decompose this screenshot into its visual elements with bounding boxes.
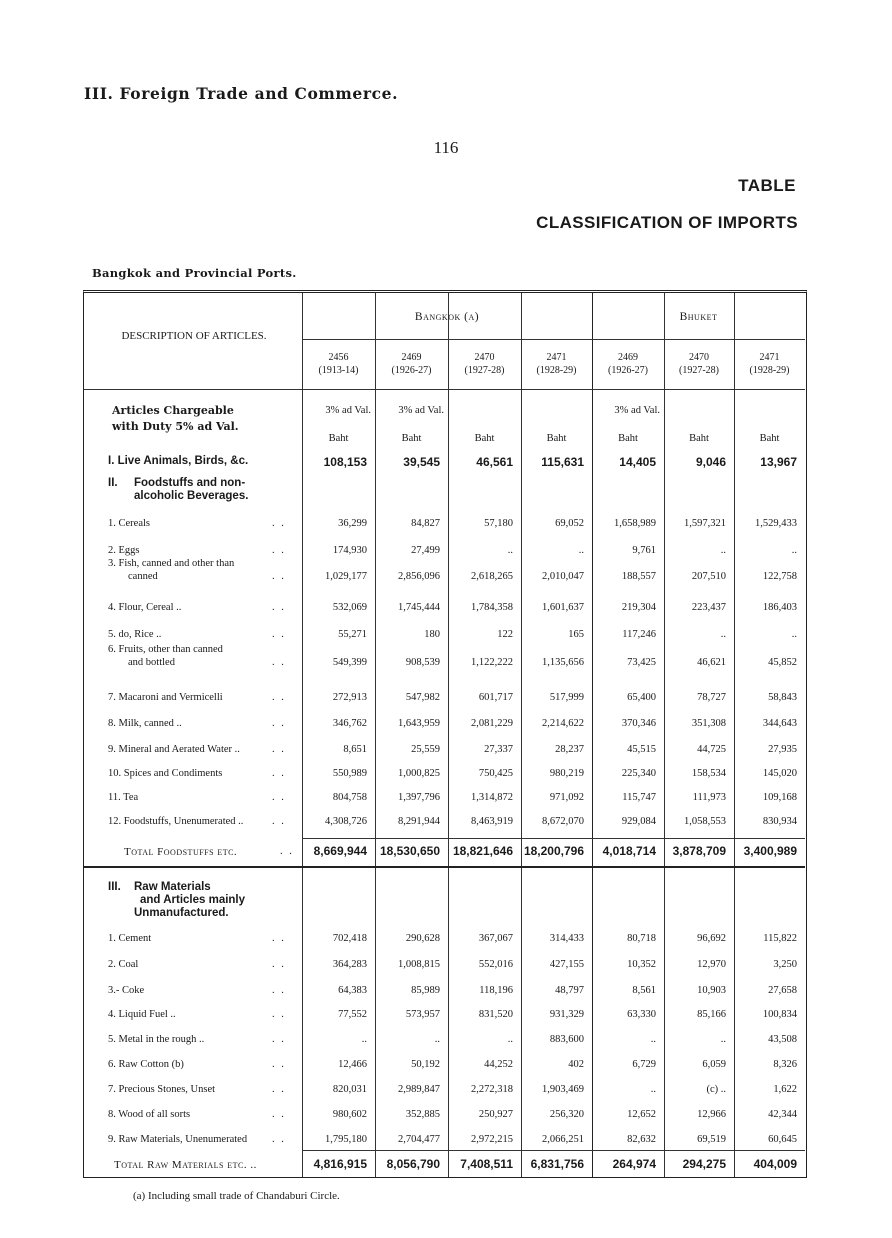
live-animals-value: 39,545 (403, 455, 440, 469)
total-label: Total Raw Materials etc. .. (114, 1159, 257, 1171)
row-value: 45,515 (627, 744, 656, 755)
unit-label: Baht (759, 433, 780, 444)
row-value: .. (361, 1034, 367, 1045)
total-value: 3,400,989 (743, 844, 797, 858)
row-label: 10. Spices and Condiments (108, 768, 223, 779)
column-header-span: (1928-29) (536, 365, 577, 376)
raw-materials-heading: and Articles mainly (140, 894, 246, 906)
column-header-year: 2471 (546, 352, 567, 363)
row-value: 1,784,358 (471, 602, 513, 613)
row-value: 1,903,469 (542, 1084, 584, 1095)
leader-dots: . . (272, 1009, 286, 1020)
row-value: 12,652 (627, 1109, 656, 1120)
leader-dots: . . (272, 959, 286, 970)
row-value: 223,437 (691, 602, 726, 613)
row-value: 85,166 (697, 1009, 726, 1020)
row-value: 10,903 (697, 985, 726, 996)
row-value: 2,704,477 (398, 1134, 440, 1145)
row-value: 980,602 (332, 1109, 367, 1120)
duty-rate: 3% ad Val. (325, 405, 371, 416)
row-value: 25,559 (411, 744, 440, 755)
row-value: 12,966 (697, 1109, 726, 1120)
row-label: 1. Cereals (108, 518, 150, 529)
row-value: 2,272,318 (471, 1084, 513, 1095)
row-value: 427,155 (549, 959, 584, 970)
row-value: 2,010,047 (542, 571, 584, 582)
row-label: 3. Fish, canned and other than (108, 558, 235, 569)
row-value: 122 (497, 629, 513, 640)
row-label: 2. Coal (108, 959, 139, 970)
row-value: .. (578, 545, 584, 556)
row-value: 532,069 (332, 602, 367, 613)
leader-dots: . . (272, 629, 286, 640)
total-value: 264,974 (612, 1157, 656, 1171)
row-value: 27,337 (484, 744, 513, 755)
leader-dots: . . (272, 744, 286, 755)
leader-dots: . . (272, 602, 286, 613)
unit-label: Baht (618, 433, 638, 444)
unit-label: Baht (401, 433, 422, 444)
row-value: 12,970 (697, 959, 726, 970)
group-number: III. (108, 881, 121, 893)
footnote: (a) Including small trade of Chandaburi Circle. (133, 1190, 340, 1202)
row-value: 57,180 (484, 518, 513, 529)
live-animals-value: 14,405 (619, 455, 656, 469)
row-value: 367,067 (478, 933, 513, 944)
total-value: 8,669,944 (313, 844, 367, 858)
row-value: 601,717 (478, 692, 513, 703)
row-value: 573,957 (405, 1009, 440, 1020)
leader-dots: . . (272, 518, 286, 529)
row-value: 1,643,959 (398, 718, 440, 729)
row-value: 80,718 (627, 933, 656, 944)
row-value: 45,852 (768, 657, 797, 668)
row-value: 115,822 (763, 933, 797, 944)
row-value: 290,628 (405, 933, 440, 944)
row-value: 27,499 (411, 545, 440, 556)
leader-dots: . . (272, 657, 286, 668)
row-value: 96,692 (697, 933, 726, 944)
row-value: 100,834 (762, 1009, 797, 1020)
leader-dots: . . (272, 1109, 286, 1120)
row-value: 929,084 (621, 816, 656, 827)
row-value: (c) .. (706, 1084, 726, 1095)
live-animals-label: I. Live Animals, Birds, &c. (108, 455, 249, 467)
row-value: .. (507, 545, 513, 556)
live-animals-value: 9,046 (695, 455, 726, 469)
row-value: 44,725 (697, 744, 726, 755)
row-value: 402 (568, 1059, 584, 1070)
row-value: 46,621 (697, 657, 726, 668)
leader-dots: . . (272, 933, 286, 944)
row-value: 145,020 (762, 768, 797, 779)
row-value: 1,658,989 (614, 518, 656, 529)
column-header-span: (1913-14) (318, 365, 359, 376)
leader-dots: . . (272, 1134, 286, 1145)
row-label: 7. Macaroni and Vermicelli (108, 692, 223, 703)
column-header-span: (1926-27) (608, 365, 648, 376)
total-value: 4,018,714 (602, 844, 656, 858)
row-value: 364,283 (332, 959, 367, 970)
row-value: 9,761 (632, 545, 656, 556)
row-value: 219,304 (621, 602, 656, 613)
bangkok-group-header: Bangkok (a) (414, 311, 480, 323)
leader-dots: . . (272, 1034, 286, 1045)
total-label: Total Foodstuffs etc. (124, 846, 238, 858)
row-value: .. (650, 1084, 656, 1095)
unit-label: Baht (546, 433, 567, 444)
row-value: 165 (568, 629, 584, 640)
total-rule (84, 866, 805, 868)
row-label: 4. Liquid Fuel .. (108, 1009, 176, 1020)
row-label: 3.- Coke (108, 985, 145, 996)
row-value: 883,600 (549, 1034, 584, 1045)
row-value: 2,618,265 (471, 571, 513, 582)
row-value: 549,399 (332, 657, 367, 668)
row-value: 908,539 (405, 657, 440, 668)
row-value: 6,059 (702, 1059, 726, 1070)
live-animals-value: 115,631 (541, 455, 584, 469)
row-value: 82,632 (627, 1134, 656, 1145)
page-number: 116 (433, 138, 459, 157)
total-value: 18,530,650 (379, 844, 440, 858)
row-value: 1,029,177 (325, 571, 367, 582)
row-value: 517,999 (549, 692, 584, 703)
live-animals-value: 13,967 (760, 455, 797, 469)
row-label: 7. Precious Stones, Unset (108, 1084, 216, 1095)
row-value: 1,397,796 (398, 792, 440, 803)
column-header-span: (1926-27) (391, 365, 432, 376)
row-value: .. (791, 545, 797, 556)
row-value: 1,529,433 (755, 518, 797, 529)
row-value: 931,329 (549, 1009, 584, 1020)
section-heading: III. Foreign Trade and Commerce. (84, 84, 399, 103)
row-value: 1,622 (773, 1084, 797, 1095)
row-value: 60,645 (768, 1134, 797, 1145)
leader-dots: . . (272, 792, 286, 803)
imports-table (83, 290, 807, 1178)
row-value: 1,597,321 (684, 518, 726, 529)
row-label: canned (128, 571, 158, 582)
row-label: 5. Metal in the rough .. (108, 1034, 205, 1045)
foodstuffs-heading: Foodstuffs and non- (134, 477, 246, 489)
row-label: 8. Wood of all sorts (108, 1109, 191, 1120)
row-value: 552,016 (478, 959, 513, 970)
row-value: 750,425 (478, 768, 513, 779)
column-header-year: 2469 (401, 352, 422, 363)
column-header-year: 2470 (689, 352, 709, 363)
row-value: 27,658 (768, 985, 797, 996)
unit-label: Baht (328, 433, 349, 444)
row-value: 118,196 (479, 985, 513, 996)
row-value: 1,135,656 (542, 657, 584, 668)
leader-dots: . . (272, 985, 286, 996)
row-value: 8,463,919 (471, 816, 513, 827)
column-header-year: 2470 (474, 352, 495, 363)
row-value: 69,052 (555, 518, 584, 529)
row-value: 8,651 (343, 744, 367, 755)
row-value: 1,000,825 (398, 768, 440, 779)
row-label: 1. Cement (108, 933, 152, 944)
row-value: 804,758 (332, 792, 367, 803)
table-label: TABLE (738, 176, 796, 195)
row-value: 64,383 (338, 985, 367, 996)
row-value: 73,425 (627, 657, 656, 668)
leader-dots: . . (280, 846, 294, 857)
row-value: 77,552 (338, 1009, 367, 1020)
total-value: 4,816,915 (313, 1157, 367, 1171)
row-value: 352,885 (405, 1109, 440, 1120)
row-value: 225,340 (621, 768, 656, 779)
leader-dots: . . (272, 816, 286, 827)
row-value: 702,418 (332, 933, 367, 944)
row-value: 174,930 (332, 545, 367, 556)
row-value: 109,168 (762, 792, 797, 803)
row-value: .. (720, 629, 726, 640)
bhuket-group-header: Bhuket (679, 311, 718, 323)
row-value: 42,344 (768, 1109, 797, 1120)
row-value: 3,250 (773, 959, 797, 970)
column-header-year: 2456 (328, 352, 349, 363)
row-label: 9. Raw Materials, Unenumerated (108, 1134, 248, 1145)
row-value: .. (650, 1034, 656, 1045)
row-label: and bottled (128, 657, 175, 668)
row-value: .. (434, 1034, 440, 1045)
total-value: 18,821,646 (452, 844, 513, 858)
row-value: .. (507, 1034, 513, 1045)
row-value: 1,795,180 (325, 1134, 367, 1145)
row-value: 550,989 (332, 768, 367, 779)
row-value: 1,008,815 (398, 959, 440, 970)
row-value: 4,308,726 (325, 816, 367, 827)
row-value: 346,762 (332, 718, 367, 729)
header-rule (84, 389, 805, 390)
column-header-span: (1928-29) (749, 365, 790, 376)
row-value: .. (720, 1034, 726, 1045)
row-value: 344,643 (762, 718, 797, 729)
total-value: 8,056,790 (386, 1157, 440, 1171)
leader-dots: . . (272, 1059, 286, 1070)
row-value: 250,927 (478, 1109, 513, 1120)
row-label: 2. Eggs (108, 545, 140, 556)
row-value: 8,326 (773, 1059, 797, 1070)
row-value: 85,989 (411, 985, 440, 996)
row-label: 4. Flour, Cereal .. (108, 602, 182, 613)
row-value: 48,797 (555, 985, 584, 996)
row-label: 6. Fruits, other than canned (108, 644, 223, 655)
row-value: .. (791, 629, 797, 640)
total-value: 3,878,709 (672, 844, 726, 858)
row-value: 1,314,872 (471, 792, 513, 803)
leader-dots: . . (272, 571, 286, 582)
raw-materials-heading: Raw Materials (134, 881, 211, 893)
total-value: 6,831,756 (530, 1157, 584, 1171)
row-value: 8,672,070 (542, 816, 584, 827)
total-value: 7,408,511 (460, 1157, 513, 1171)
row-label: 5. do, Rice .. (108, 629, 162, 640)
row-label: 6. Raw Cotton (b) (108, 1059, 184, 1070)
total-value: 404,009 (753, 1157, 797, 1171)
chargeable-title: Articles Chargeable (112, 404, 234, 417)
row-label: 12. Foodstuffs, Unenumerated .. (108, 816, 244, 827)
unit-label: Baht (689, 433, 709, 444)
leader-dots: . . (272, 692, 286, 703)
row-value: 2,066,251 (542, 1134, 584, 1145)
column-header-year: 2471 (759, 352, 780, 363)
row-value: 830,934 (762, 816, 797, 827)
row-label: 9. Mineral and Aerated Water .. (108, 744, 240, 755)
row-value: 1,058,553 (684, 816, 726, 827)
row-value: 207,510 (691, 571, 726, 582)
foodstuffs-heading: alcoholic Beverages. (134, 490, 249, 502)
description-header: DESCRIPTION OF ARTICLES. (121, 330, 267, 342)
ports-heading: Bangkok and Provincial Ports. (92, 266, 297, 280)
row-value: 272,913 (332, 692, 367, 703)
column-header-year: 2469 (618, 352, 638, 363)
row-value: 1,601,637 (542, 602, 584, 613)
row-value: 2,972,215 (471, 1134, 513, 1145)
row-value: 186,403 (762, 602, 797, 613)
row-value: 65,400 (627, 692, 656, 703)
leader-dots: . . (272, 1084, 286, 1095)
leader-dots: . . (272, 718, 286, 729)
row-value: 820,031 (332, 1084, 367, 1095)
header-rule (302, 339, 805, 340)
duty-rate: 3% ad Val. (614, 405, 660, 416)
row-value: 8,561 (632, 985, 656, 996)
row-value: 28,237 (555, 744, 584, 755)
row-value: 370,346 (621, 718, 656, 729)
row-value: .. (720, 545, 726, 556)
column-header-span: (1927-28) (679, 365, 719, 376)
row-value: 256,320 (549, 1109, 584, 1120)
row-value: 12,466 (338, 1059, 367, 1070)
group-number: II. (108, 477, 118, 489)
row-value: 831,520 (478, 1009, 513, 1020)
row-value: 10,352 (627, 959, 656, 970)
row-value: 84,827 (411, 518, 440, 529)
row-value: 351,308 (691, 718, 726, 729)
row-value: 55,271 (338, 629, 367, 640)
row-value: 2,856,096 (398, 571, 440, 582)
total-rule (302, 1150, 805, 1151)
row-value: 69,519 (697, 1134, 726, 1145)
leader-dots: . . (272, 768, 286, 779)
row-value: 44,252 (484, 1059, 513, 1070)
row-value: 58,843 (768, 692, 797, 703)
duty-rate: 3% ad Val. (398, 405, 444, 416)
unit-label: Baht (474, 433, 495, 444)
row-value: 180 (424, 629, 440, 640)
row-value: 188,557 (621, 571, 656, 582)
row-value: 2,989,847 (398, 1084, 440, 1095)
row-value: 158,534 (691, 768, 726, 779)
row-value: 2,214,622 (542, 718, 584, 729)
row-value: 8,291,944 (398, 816, 440, 827)
row-value: 6,729 (632, 1059, 656, 1070)
raw-materials-heading: Unmanufactured. (134, 907, 229, 919)
row-value: 547,982 (405, 692, 440, 703)
row-value: 122,758 (762, 571, 797, 582)
row-value: 117,246 (622, 629, 656, 640)
chargeable-title: with Duty 5% ad Val. (112, 420, 239, 433)
row-value: 115,747 (622, 792, 656, 803)
live-animals-value: 108,153 (323, 455, 367, 469)
row-value: 314,433 (549, 933, 584, 944)
total-value: 18,200,796 (523, 844, 584, 858)
row-label: 11. Tea (108, 792, 139, 803)
total-value: 294,275 (682, 1157, 726, 1171)
row-value: 1,745,444 (398, 602, 440, 613)
row-value: 78,727 (697, 692, 726, 703)
row-value: 63,330 (627, 1009, 656, 1020)
row-value: 43,508 (768, 1034, 797, 1045)
row-value: 50,192 (411, 1059, 440, 1070)
row-value: 111,973 (692, 792, 726, 803)
row-value: 27,935 (768, 744, 797, 755)
row-value: 2,081,229 (471, 718, 513, 729)
row-value: 1,122,222 (471, 657, 513, 668)
leader-dots: . . (272, 545, 286, 556)
row-value: 980,219 (549, 768, 584, 779)
total-rule (302, 838, 805, 839)
table-title: CLASSIFICATION OF IMPORTS (536, 213, 798, 232)
row-value: 971,092 (549, 792, 584, 803)
row-label: 8. Milk, canned .. (108, 718, 182, 729)
column-header-span: (1927-28) (464, 365, 505, 376)
live-animals-value: 46,561 (476, 455, 513, 469)
row-value: 36,299 (338, 518, 367, 529)
